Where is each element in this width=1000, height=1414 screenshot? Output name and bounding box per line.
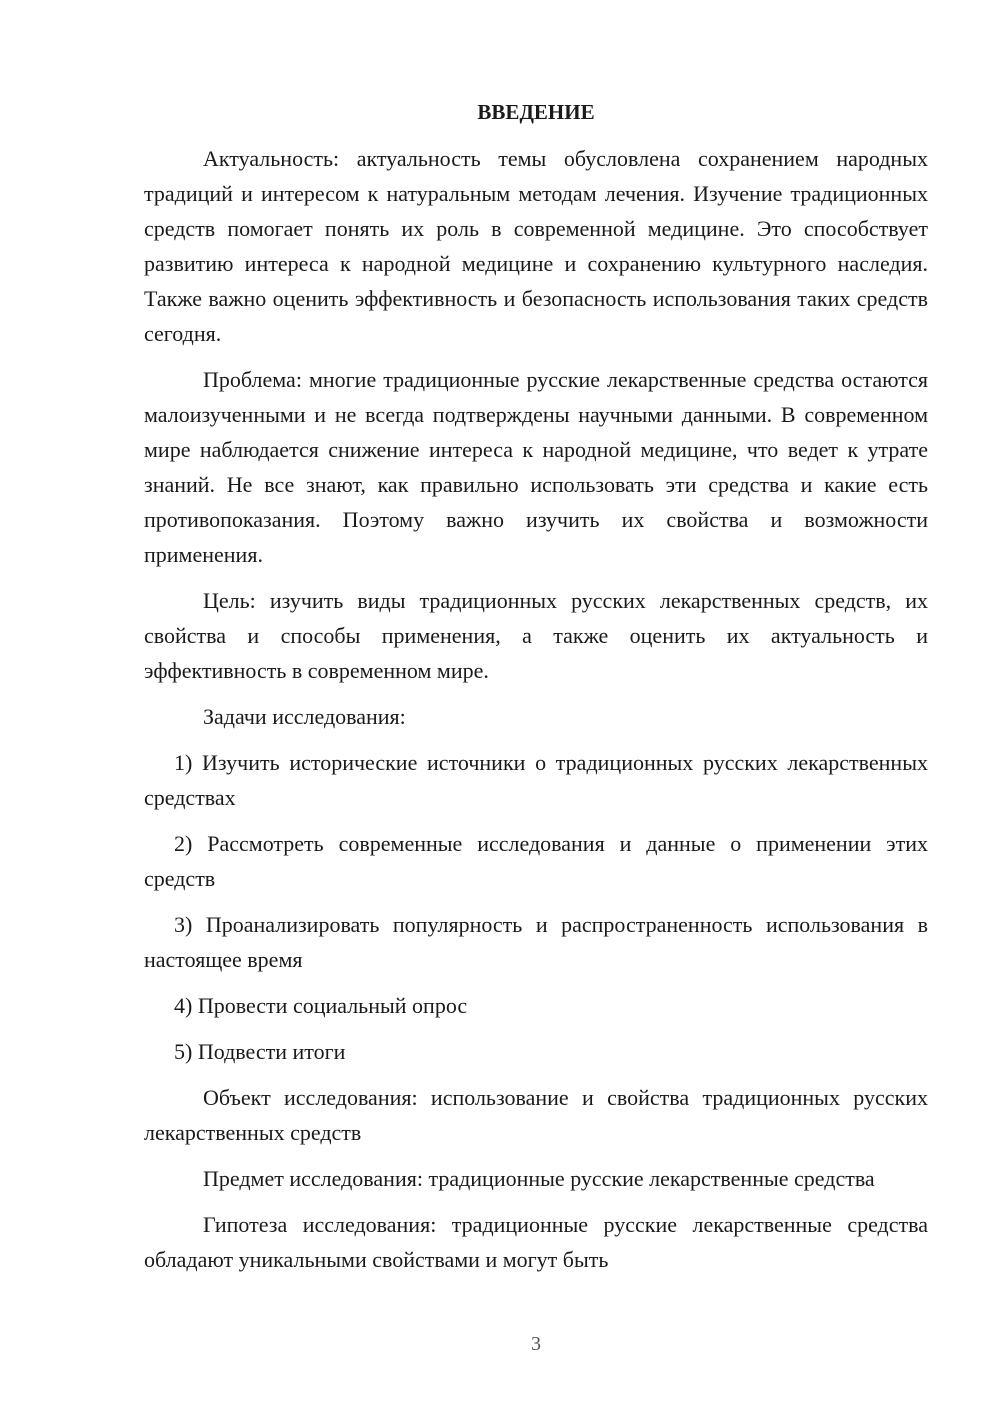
page-number: 3 [531, 1333, 541, 1355]
task-item-1: 1) Изучить исторические источники о традиционных русских лекарственных средствах [144, 750, 928, 810]
paragraph-hypothesis: Гипотеза исследования: традиционные русские лекарственные средства обладают уникальными свойствами и могут быть [144, 1212, 928, 1272]
paragraph-object: Объект исследования: использование и свойства традиционных русских лекарственных средств [144, 1085, 928, 1145]
paragraph-problem: Проблема: многие традиционные русские лекарственные средства остаются малоизученными и не всегда подтверждены научными данными. В современном мире наблюдается снижение интереса к народной медицине, что ведет к утрате знаний. Не все знают, как правильно использовать эти средства и какие есть противопоказания. Поэтому важно изучить их свойства и возможности применения. [144, 367, 928, 567]
task-item-2: 2) Рассмотреть современные исследования и данные о применении этих средств [144, 831, 928, 891]
section-title: ВВЕДЕНИЕ [477, 100, 595, 124]
paragraph-relevance: Актуальность: актуальность темы обусловлена сохранением народных традиций и интересом к натуральным методам лечения. Изучение традиционных средств помогает понять их роль в современной медицине. Это способствует развитию интереса к народной медицине и сохранению культурного наследия. Также важно оценить эффективность и безопасность использования таких средств сегодня. [144, 146, 928, 346]
document-page [144, 95, 928, 1288]
task-item-5: 5) Подвести итоги [174, 1039, 346, 1064]
paragraph-goal: Цель: изучить виды традиционных русских лекарственных средств, их свойства и способы применения, а также оценить их актуальность и эффективность в современном мире. [144, 588, 928, 683]
task-item-4: 4) Провести социальный опрос [174, 993, 468, 1018]
paragraph-tasks-heading: Задачи исследования: [203, 704, 406, 729]
paragraph-subject: Предмет исследования: традиционные русские лекарственные средства [203, 1166, 875, 1191]
task-item-3: 3) Проанализировать популярность и распространенность использования в настоящее время [144, 912, 928, 972]
